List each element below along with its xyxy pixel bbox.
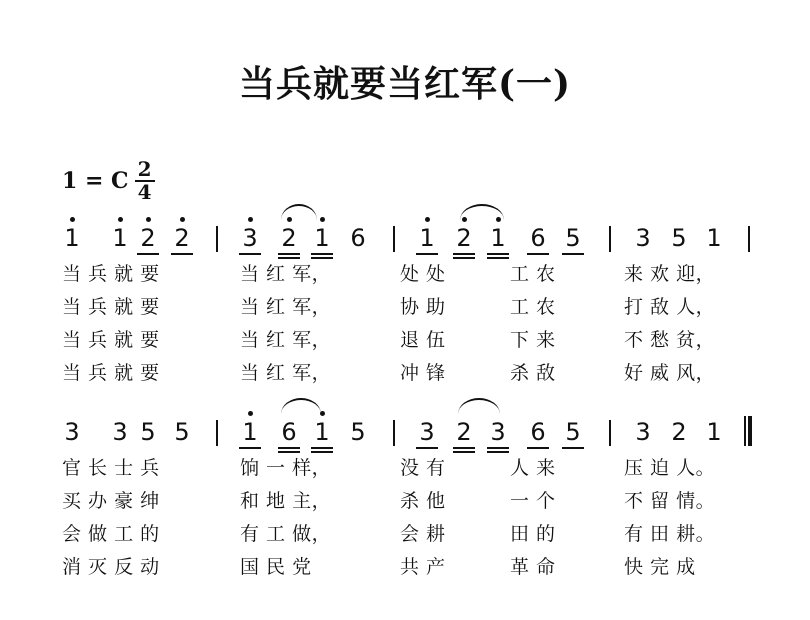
lyric-text: 会 耕 [400, 523, 446, 545]
note: 1 [706, 418, 722, 446]
note: 3 [484, 418, 512, 446]
note: 1 [58, 224, 86, 252]
bar-line [609, 420, 611, 446]
lyric-text: 田 的 [510, 523, 556, 545]
note: 3 [635, 224, 651, 252]
bar-line [748, 226, 750, 252]
tie-arc [281, 398, 321, 414]
lyric-text: 好 威 风， [624, 362, 716, 384]
lyric-text: 当 兵 就 要 [62, 263, 160, 285]
note: 2 [450, 224, 478, 252]
key-signature [62, 158, 155, 204]
lyric-text: 当 红 军， [240, 263, 332, 285]
note: 2 [134, 224, 162, 252]
lyric-text: 打 敌 人， [624, 296, 716, 318]
lyric-text: 快 完 成 [624, 556, 696, 578]
bar-line [393, 420, 395, 446]
note: 1 [706, 224, 722, 252]
note: 1 [308, 224, 336, 252]
note: 3 [635, 418, 651, 446]
tie-arc [281, 204, 317, 220]
lyric-text: 和 地 主， [240, 490, 332, 512]
lyric-text: 官 长 士 兵 [62, 457, 160, 479]
lyric-text: 当 红 军， [240, 362, 332, 384]
bar-line [216, 420, 218, 446]
lyric-text: 没 有 [400, 457, 446, 479]
note: 6 [524, 418, 552, 446]
tie-arc [460, 204, 504, 220]
lyric-text: 不 留 情。 [624, 490, 716, 512]
lyric-text: 有 田 耕。 [624, 523, 716, 545]
lyric-text: 不 愁 贫， [624, 329, 716, 351]
note: 6 [350, 224, 366, 252]
lyric-text: 协 助 [400, 296, 446, 318]
lyric-text: 会 做 工 的 [62, 523, 160, 545]
page-title: 当兵就要当红军(一) [238, 63, 572, 105]
lyric-text: 工 农 [510, 296, 556, 318]
note: 2 [450, 418, 478, 446]
note: 3 [413, 418, 441, 446]
lyric-text: 消 灭 反 动 [62, 556, 160, 578]
note: 1 [413, 224, 441, 252]
final-bar-line [744, 416, 752, 446]
time-denominator: 4 [137, 180, 152, 204]
lyric-text: 冲 锋 [400, 362, 446, 384]
lyric-text: 饷 一 样， [240, 457, 332, 479]
note: 3 [236, 224, 264, 252]
time-signature [135, 159, 155, 203]
time-numerator: 2 [135, 159, 155, 182]
lyric-text: 处 处 [400, 263, 446, 285]
lyric-text: 买 办 豪 绅 [62, 490, 160, 512]
note: 5 [174, 418, 190, 446]
note: 5 [671, 224, 687, 252]
lyric-text: 当 兵 就 要 [62, 362, 160, 384]
lyric-text: 退 伍 [400, 329, 446, 351]
note: 6 [524, 224, 552, 252]
note: 2 [671, 418, 687, 446]
note: 1 [308, 418, 336, 446]
lyric-text: 当 红 军， [240, 296, 332, 318]
lyric-text: 杀 他 [400, 490, 446, 512]
note: 5 [350, 418, 366, 446]
lyric-text: 压 迫 人。 [624, 457, 716, 479]
note: 1 [484, 224, 512, 252]
lyric-text: 来 欢 迎， [624, 263, 716, 285]
note: 1 [106, 224, 134, 252]
lyric-text: 一 个 [510, 490, 556, 512]
lyric-text: 有 工 做， [240, 523, 332, 545]
lyric-text: 下 来 [510, 329, 556, 351]
lyric-text: 共 产 [400, 556, 446, 578]
bar-line [393, 226, 395, 252]
note: 5 [559, 224, 587, 252]
note: 5 [559, 418, 587, 446]
lyric-text: 革 命 [510, 556, 556, 578]
lyric-text: 工 农 [510, 263, 556, 285]
note: 1 [236, 418, 264, 446]
tie-arc [458, 398, 500, 414]
bar-line [609, 226, 611, 252]
note: 2 [168, 224, 196, 252]
key-label: 1 = C [62, 168, 129, 194]
lyric-text: 当 兵 就 要 [62, 296, 160, 318]
lyric-text: 当 红 军， [240, 329, 332, 351]
note: 3 [64, 418, 80, 446]
lyric-text: 当 兵 就 要 [62, 329, 160, 351]
note: 6 [275, 418, 303, 446]
lyric-text: 杀 敌 [510, 362, 556, 384]
lyric-text: 国 民 党 [240, 556, 312, 578]
note: 2 [275, 224, 303, 252]
note: 5 [140, 418, 156, 446]
lyric-text: 人 来 [510, 457, 556, 479]
note: 3 [112, 418, 128, 446]
bar-line [216, 226, 218, 252]
